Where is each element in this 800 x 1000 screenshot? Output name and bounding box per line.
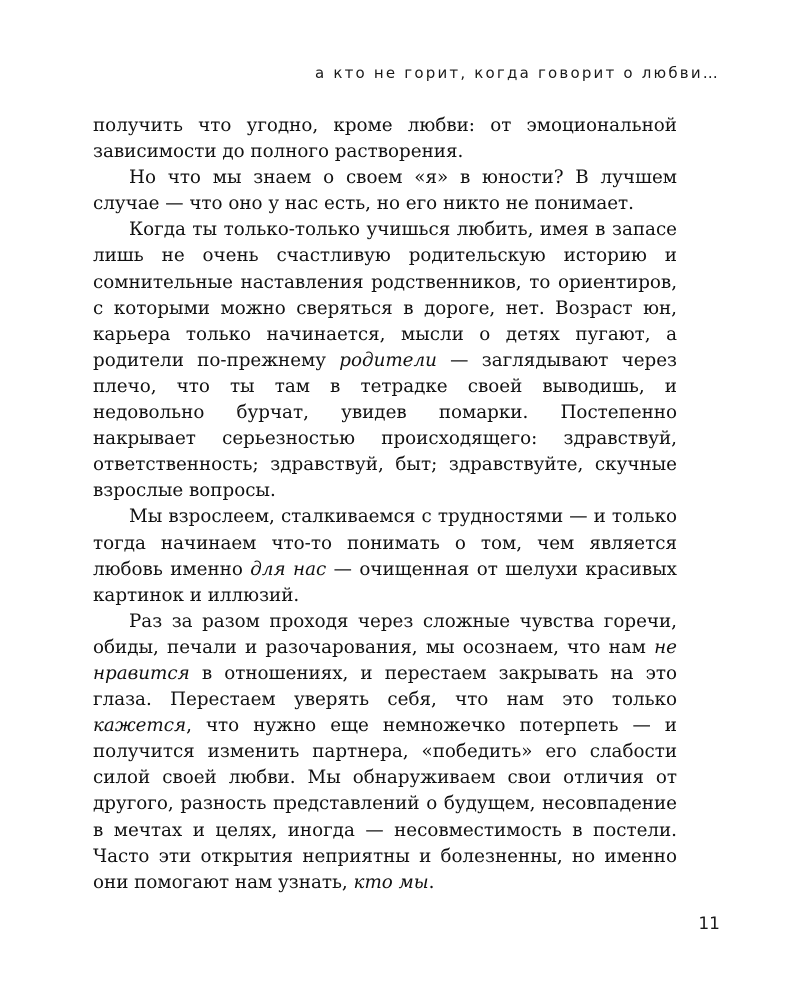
text-run: в отношениях, и перестаем закрывать на это глаза. Перестаем уверять себя, что нам это только	[93, 662, 677, 711]
body-text	[93, 113, 677, 896]
text-run: , что нужно еще немножечко потерпеть — и получится изменить партнера, «победить» его слабости силой своей любви. Мы обнаруживаем свои отличия от другого, разность представлений о будущем, несовпадение в мечтах и целях, иногда — несовместимость в постели. Часто эти открытия неприятны и болезненны, но именно они помогают нам узнать,	[93, 715, 677, 893]
paragraph	[93, 609, 677, 896]
running-head: а кто не горит, когда говорит о любви…	[314, 64, 720, 82]
italic-text: кажется	[93, 715, 187, 737]
text-run: Раз за разом проходя через сложные чувства горечи, обиды, печали и разочарования, мы осознаем, что нам	[93, 610, 677, 658]
italic-text: кто мы	[353, 871, 429, 893]
italic-text: не нравится	[93, 636, 677, 684]
italic-text: родители	[339, 349, 437, 371]
text-run: — заглядывают через плечо, что ты там в тетрадке своей выводишь, и недовольно бурчат, увидев помарки. Постепенно накрывает серьезностью происходящего: здравствуй, ответственность; здравствуй, быт; здравствуйте, скучные взрослые вопросы.	[93, 349, 678, 502]
paragraph	[93, 165, 677, 217]
text-run: Мы взрослеем, сталкиваемся с трудностями — и только тогда начинаем что-то понимать о том, чем является любовь именно	[93, 506, 677, 580]
paragraph	[93, 113, 677, 165]
text-run: Но что мы знаем о своем «я» в юности? В лучшем случае — что оно у нас есть, но его никто не понимает.	[93, 167, 677, 215]
text-run: Когда ты только-только учишься любить, имея в запасе лишь не очень счастливую родительскую историю и сомнительные наставления родственников, то ориентиров, с которыми можно сверяться в дороге, нет. Возраст юн, карьера только начинается, мысли о детях пугают, а родители по-прежнему	[93, 219, 677, 371]
italic-text: для нас	[250, 558, 327, 580]
paragraph	[93, 504, 677, 608]
paragraph	[93, 217, 677, 504]
page-number: 11	[698, 914, 720, 934]
text-run: — очищенная от шелухи красивых картинок и иллюзий.	[93, 558, 677, 606]
text-run: .	[428, 871, 435, 893]
text-run: получить что угодно, кроме любви: от эмоциональной зависимости до полного растворения.	[93, 115, 677, 163]
